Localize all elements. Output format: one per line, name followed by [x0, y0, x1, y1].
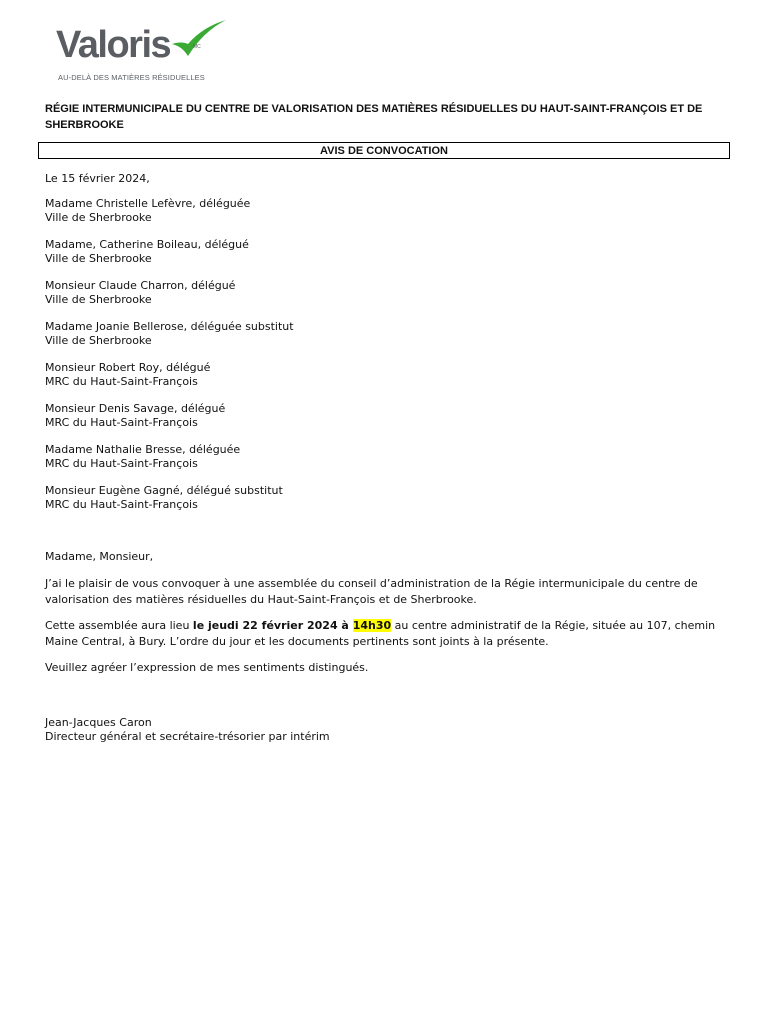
recipient-org: Ville de Sherbrooke	[45, 334, 152, 347]
recipient-name: Madame Nathalie Bresse, déléguée	[45, 443, 241, 456]
recipient-name: Monsieur Claude Charron, délégué	[45, 279, 236, 292]
recipient-org: Ville de Sherbrooke	[45, 293, 152, 306]
recipient-name: Madame Joanie Bellerose, déléguée substitut	[45, 320, 294, 333]
recipient-org: MRC du Haut-Saint-François	[45, 375, 198, 388]
meeting-time: 14h30	[352, 619, 392, 632]
recipient-name: Monsieur Eugène Gagné, délégué substitut	[45, 484, 283, 497]
recipient	[45, 402, 294, 430]
logo-tagline: AU-DELÀ DES MATIÈRES RÉSIDUELLES	[58, 73, 205, 82]
meeting-date: le jeudi 22 février 2024 à	[192, 619, 353, 632]
logo-wordmark: Valoris	[56, 24, 171, 66]
valoris-logo	[56, 18, 226, 84]
notice-title-box	[38, 142, 730, 159]
recipient	[45, 320, 294, 348]
recipient-org: Ville de Sherbrooke	[45, 211, 152, 224]
recipient-org: MRC du Haut-Saint-François	[45, 457, 198, 470]
recipient-name: Madame, Catherine Boileau, délégué	[45, 238, 249, 251]
recipient-name: Monsieur Denis Savage, délégué	[45, 402, 226, 415]
signatory-title: Directeur général et secrétaire-trésorier par intérim	[45, 730, 330, 743]
recipient	[45, 197, 294, 225]
recipient-org: Ville de Sherbrooke	[45, 252, 152, 265]
paragraph-meeting-details	[45, 618, 725, 650]
logo-mc-mark: MC	[193, 44, 201, 50]
signature-block	[45, 716, 330, 744]
recipient	[45, 279, 294, 307]
organization-title: RÉGIE INTERMUNICIPALE DU CENTRE DE VALORISATION DES MATIÈRES RÉSIDUELLES DU HAUT-SAINT-FRANÇOIS ET DE SHERBROOKE	[45, 103, 703, 131]
recipient-org: MRC du Haut-Saint-François	[45, 498, 198, 511]
letter-date: Le 15 février 2024,	[45, 172, 150, 185]
salutation: Madame, Monsieur,	[45, 550, 154, 563]
signatory-name: Jean-Jacques Caron	[45, 716, 152, 729]
recipient-org: MRC du Haut-Saint-François	[45, 416, 198, 429]
paragraph-closing: Veuillez agréer l’expression de mes sentiments distingués.	[45, 661, 369, 674]
recipient-name: Madame Christelle Lefèvre, déléguée	[45, 197, 251, 210]
notice-title: AVIS DE CONVOCATION	[320, 145, 448, 157]
meeting-location: au centre administratif de la Régie, située au 107, chemin Maine Central, à Bury. L’ordre du jour et les documents pertinents sont joints à la présente.	[45, 619, 716, 648]
paragraph-invitation: J’ai le plaisir de vous convoquer à une assemblée du conseil d’administration de la Régie intermunicipale du centre de valorisation des matières résiduelles du Haut-Saint-François et de Sherbrooke.	[45, 577, 698, 606]
recipient	[45, 238, 294, 266]
recipient	[45, 361, 294, 389]
recipient-name: Monsieur Robert Roy, délégué	[45, 361, 211, 374]
meeting-intro: Cette assemblée aura lieu	[45, 619, 193, 632]
recipient-list	[45, 197, 294, 525]
recipient	[45, 484, 294, 512]
checkmark-icon	[168, 18, 228, 60]
recipient	[45, 443, 294, 471]
